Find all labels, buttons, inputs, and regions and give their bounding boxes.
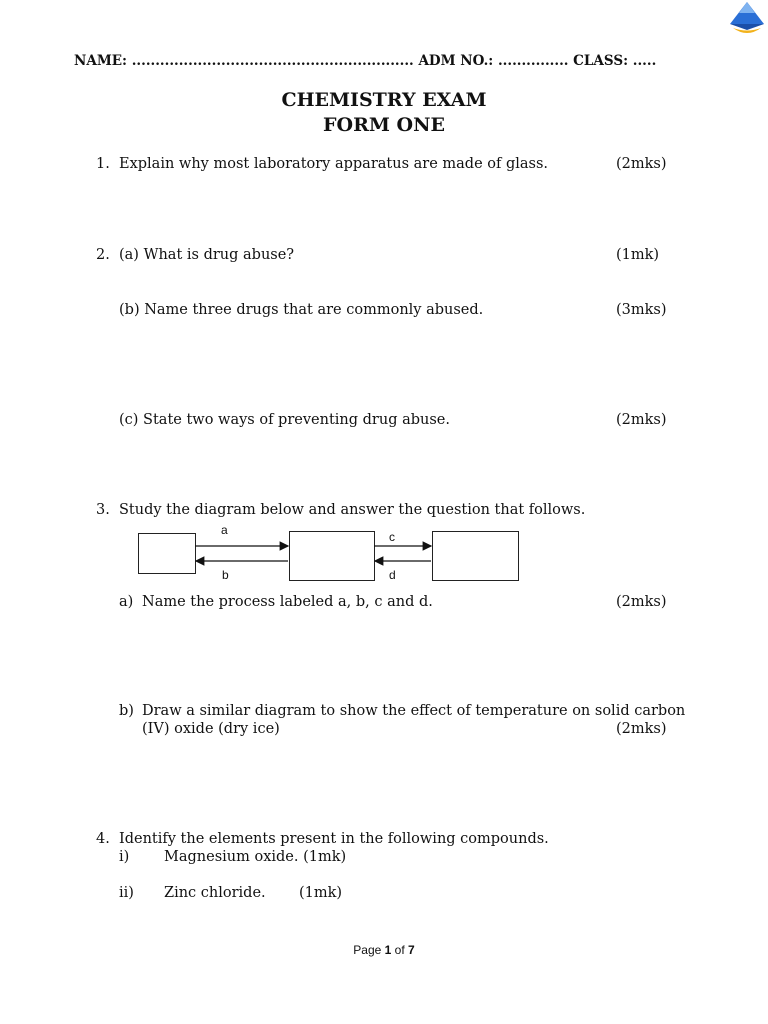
- diagram-label-c: c: [389, 530, 395, 544]
- exam-subtitle: FORM ONE: [323, 114, 445, 136]
- q3b-text-line1: Draw a similar diagram to show the effect of temperature on solid carbon: [142, 703, 686, 719]
- class-blank[interactable]: .....: [632, 53, 657, 69]
- q2a-text: (a) What is drug abuse?: [119, 247, 295, 263]
- q1-text: Explain why most laboratory apparatus are made of glass.: [119, 156, 549, 172]
- class-label: CLASS:: [573, 53, 629, 69]
- q3a-marks: (2mks): [616, 594, 667, 610]
- page-total: 7: [408, 943, 415, 957]
- q3b-marks: (2mks): [616, 721, 667, 737]
- q1-number: 1.: [96, 156, 110, 172]
- exam-title: CHEMISTRY EXAM: [281, 89, 487, 111]
- of-label: of: [394, 943, 405, 957]
- q4-text: Identify the elements present in the following compounds.: [119, 831, 549, 847]
- q4ii-text: Zinc chloride.: [164, 885, 266, 901]
- q2c-marks: (2mks): [616, 412, 667, 428]
- q4i-roman: i): [119, 849, 130, 865]
- page-label: Page: [353, 943, 382, 957]
- q4ii-roman: ii): [119, 885, 134, 901]
- q2c-text: (c) State two ways of preventing drug abuse.: [119, 412, 450, 428]
- q3-number: 3.: [96, 502, 110, 518]
- name-label: NAME:: [74, 53, 128, 69]
- q4i-text: Magnesium oxide. (1mk): [164, 849, 347, 865]
- name-blank[interactable]: ............................................................: [131, 53, 414, 69]
- q2-number: 2.: [96, 247, 110, 263]
- q4-number: 4.: [96, 831, 110, 847]
- diagram-label-b: b: [222, 568, 229, 582]
- q2b-text: (b) Name three drugs that are commonly abused.: [119, 302, 484, 318]
- diagram-label-a: a: [221, 523, 228, 537]
- q2a-marks: (1mk): [616, 247, 660, 263]
- q2b-marks: (3mks): [616, 302, 667, 318]
- q3-text: Study the diagram below and answer the question that follows.: [119, 502, 586, 518]
- q3b-letter: b): [119, 703, 134, 719]
- diagram-label-d: d: [389, 568, 396, 582]
- adm-label: ADM NO.:: [418, 53, 494, 69]
- q3a-letter: a): [119, 594, 134, 610]
- q4ii-marks: (1mk): [299, 885, 343, 901]
- page-number: [0, 943, 768, 957]
- page-current: 1: [384, 943, 392, 957]
- q3a-text: Name the process labeled a, b, c and d.: [142, 594, 433, 610]
- adm-blank[interactable]: ...............: [497, 53, 569, 69]
- q3b-text-line2: (IV) oxide (dry ice): [142, 721, 280, 737]
- q1-marks: (2mks): [616, 156, 667, 172]
